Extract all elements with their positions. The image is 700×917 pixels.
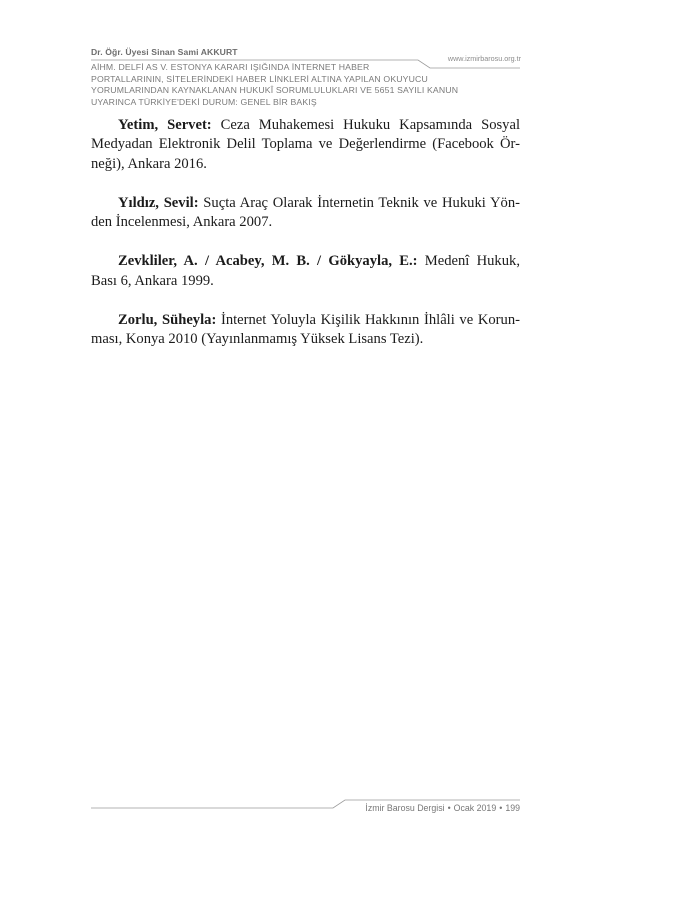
- entry-line: [91, 116, 520, 135]
- running-head-title-line: YORUMLARINDAN KAYNAKLANAN HUKUKÎ SORUMLULUKLARI VE 5651 SAYILI KANUN: [91, 85, 459, 96]
- entry-line: ması, Konya 2010 (Yayınlanmamış Yüksek Lisans Tezi).: [91, 331, 424, 348]
- bibliography-entry: [91, 252, 520, 291]
- entry-line: [91, 311, 520, 330]
- entry-line: neği), Ankara 2016.: [91, 155, 207, 172]
- page-number: 199: [505, 803, 520, 813]
- journal-name: İzmir Barosu Dergisi: [365, 803, 445, 813]
- entry-line: [91, 252, 520, 271]
- footer-separator: •: [499, 803, 503, 813]
- running-head-author: Dr. Öğr. Üyesi Sinan Sami AKKURT: [91, 47, 238, 57]
- journal-issue: Ocak 2019: [453, 803, 497, 813]
- footer-separator: •: [447, 803, 451, 813]
- bibliography-entry: [91, 116, 520, 174]
- entry-text: Suçta Araç Olarak İnternetin Teknik ve Hukuki Yön-: [198, 194, 520, 211]
- entry-author: Yıldız, Sevil:: [118, 194, 199, 211]
- entry-text: Ceza Muhakemesi Hukuku Kapsamında Sosyal: [211, 117, 520, 133]
- running-head-title-line: UYARINCA TÜRKİYE'DEKİ DURUM: GENEL BİR BAKIŞ: [91, 96, 317, 107]
- entry-author: Zorlu, Süheyla:: [118, 312, 217, 329]
- running-head-website: www.izmirbarosu.org.tr: [447, 54, 521, 63]
- entry-line: [91, 194, 520, 213]
- entry-author: Yetim, Servet:: [118, 117, 212, 133]
- bibliography-entry: [91, 194, 520, 233]
- entry-line: Medyadan Elektronik Delil Toplama ve Değerlendirme (Facebook Ör-: [91, 136, 520, 153]
- running-head-title-line: PORTALLARININ, SİTELERİNDEKİ HABER LİNKLERİ ALTINA YAPILAN OKUYUCU: [91, 73, 428, 84]
- bibliography-list: [91, 116, 520, 370]
- entry-text: İnternet Yoluyla Kişilik Hakkının İhlâli ve Korun-: [216, 312, 520, 329]
- bibliography-entry: [91, 311, 520, 350]
- footer-rule: [0, 790, 700, 820]
- entry-line: Bası 6, Ankara 1999.: [91, 272, 214, 289]
- running-head-title: [91, 62, 521, 108]
- entry-line: den İncelenmesi, Ankara 2007.: [91, 214, 273, 231]
- running-head-title-line: AİHM. DELFİ AS V. ESTONYA KARARI IŞIĞINDA İNTERNET HABER: [91, 62, 370, 72]
- footer-text: [365, 803, 520, 813]
- entry-text: Medenî Hukuk,: [417, 253, 520, 270]
- entry-author: Zevkliler, A. / Acabey, M. B. / Gökyayla, E.:: [118, 253, 418, 270]
- page-footer: [0, 790, 700, 820]
